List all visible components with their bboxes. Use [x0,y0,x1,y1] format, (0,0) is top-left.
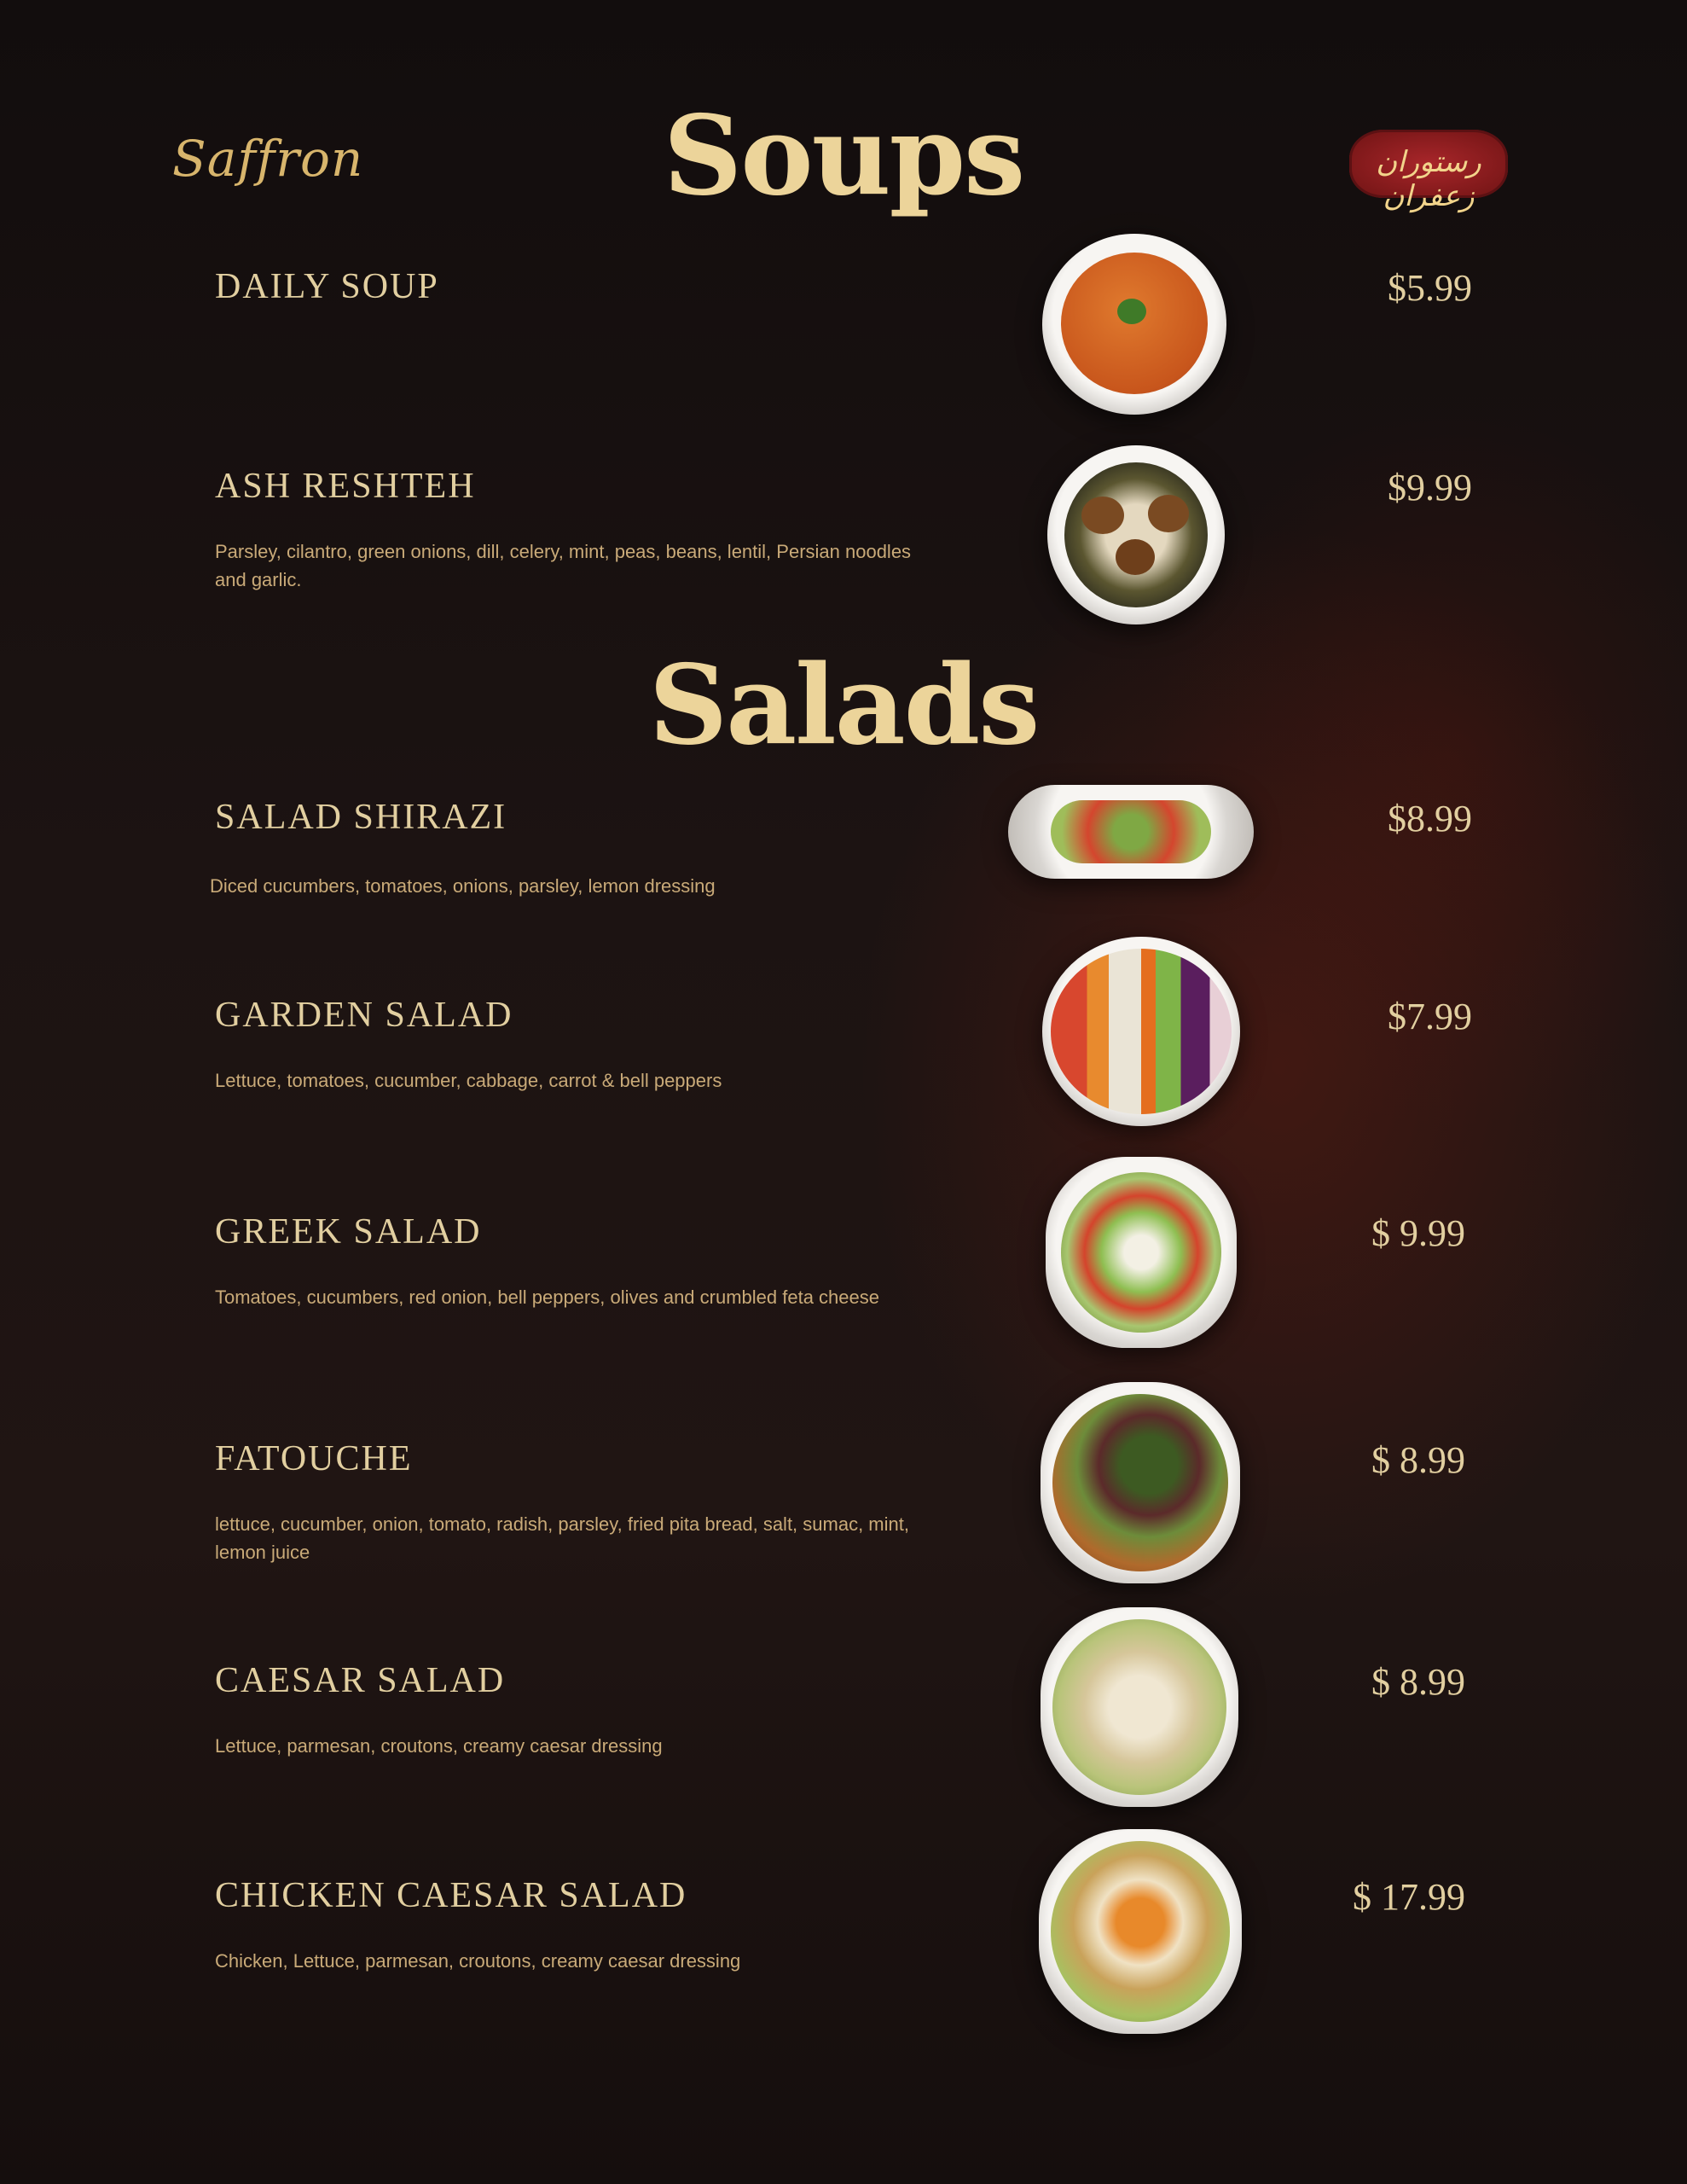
menu-item-price: $ 8.99 [1371,1661,1465,1703]
menu-item-name: GREEK SALAD [215,1212,482,1252]
menu-item-description: Lettuce, parmesan, croutons, creamy caesar dressing [215,1735,663,1757]
menu-item-name: SALAD SHIRAZI [215,798,507,837]
menu-item-price: $ 8.99 [1371,1439,1465,1481]
menu-item-price: $ 17.99 [1353,1876,1465,1918]
soups-title: Soups [663,92,1024,220]
ash-reshteh-bowl-image [1047,445,1225,624]
menu-item-name: FATOUCHE [215,1439,413,1478]
shirazi-salad-dish-image [1008,785,1254,879]
menu-item-price: $8.99 [1388,798,1472,839]
garden-salad-plate-image [1042,937,1240,1126]
menu-item-name: CAESAR SALAD [215,1661,506,1700]
chicken-caesar-plate-image [1039,1829,1242,2034]
persian-logo-text: رستوران زعفران [1376,145,1481,213]
menu-item-description: Tomatoes, cucumbers, red onion, bell peppers, olives and crumbled feta cheese [215,1287,879,1308]
menu-item-price: $9.99 [1388,467,1472,508]
menu-item-name: DAILY SOUP [215,267,439,306]
salads-title: Salads [648,642,1039,770]
menu-item-price: $7.99 [1388,996,1472,1037]
menu-item-description: Diced cucumbers, tomatoes, onions, parsley, lemon dressing [210,875,716,897]
fatouche-plate-image [1041,1382,1240,1583]
logo-text: Saffron [172,130,364,188]
menu-item-price: $5.99 [1388,267,1472,309]
menu-item-name: CHICKEN CAESAR SALAD [215,1876,687,1915]
tomato-soup-bowl-image [1042,234,1226,415]
menu-item-name: ASH RESHTEH [215,467,476,506]
menu-item-description: lettuce, cucumber, onion, tomato, radish, parsley, fried pita bread, salt, sumac, mint, lemon juice [215,1513,909,1563]
greek-salad-plate-image [1046,1157,1237,1348]
menu-item-description: Chicken, Lettuce, parmesan, croutons, creamy caesar dressing [215,1950,741,1972]
menu-item-name: GARDEN SALAD [215,996,513,1035]
caesar-salad-plate-image [1041,1607,1238,1807]
menu-item-price: $ 9.99 [1371,1212,1465,1254]
menu-item-description: Lettuce, tomatoes, cucumber, cabbage, carrot & bell peppers [215,1070,722,1091]
menu-item-description: Parsley, cilantro, green onions, dill, celery, mint, peas, beans, lentil, Persian noodles and garlic. [215,541,912,590]
